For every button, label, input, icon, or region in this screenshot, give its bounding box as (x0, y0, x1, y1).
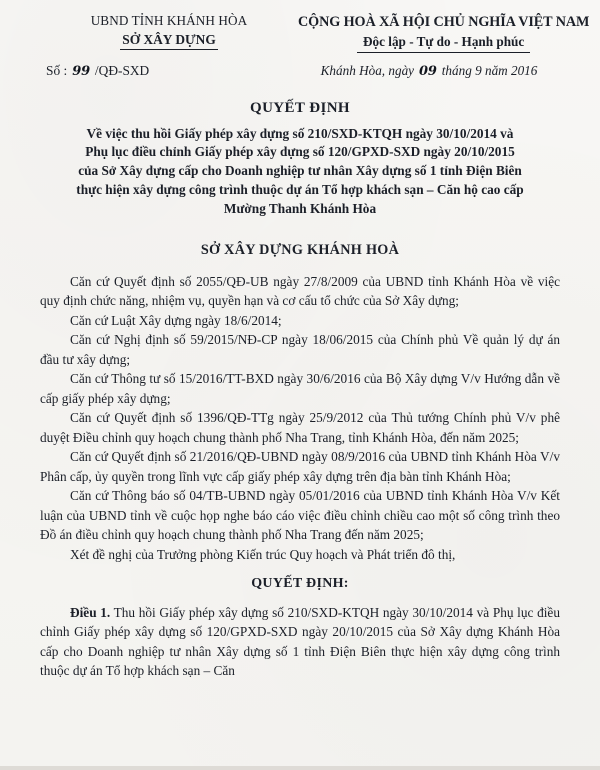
document-subject-line-1: Về việc thu hồi Giấy phép xây dựng số 210/SXD-KTQH ngày 30/10/2014 và (86, 125, 514, 141)
preamble-paragraph: Căn cứ Luật Xây dựng ngày 18/6/2014; (70, 312, 282, 328)
document-subject-line-2: Phụ lục điều chỉnh Giấy phép xây dựng số 120/GPXD-SXD ngày 20/10/2015 (85, 144, 515, 160)
preamble-paragraph: Căn cứ Quyết định số 21/2016/QĐ-UBND ngày 08/9/2016 của UBND tỉnh Khánh Hòa V/v Phân cấp, ủy quyền trong lĩnh vực cấp giấy phép xây dựng trên địa bàn tỉnh Khánh Hòa; (40, 449, 560, 484)
national-title: CỘNG HOÀ XÃ HỘI CHỦ NGHĨA VIỆT NAM (298, 14, 590, 30)
national-motto: Độc lập - Tự do - Hạnh phúc (357, 33, 530, 52)
department-label: SỞ XÂY DỰNG (120, 31, 218, 50)
article-1-section (40, 603, 560, 681)
article-1-label: Điều 1. (70, 605, 111, 621)
document-subject-line-3: của Sở Xây dựng cấp cho Doanh nghiệp tư nhân Xây dựng số 1 tỉnh Điện Biên (78, 163, 522, 179)
document-number (40, 63, 298, 79)
issuing-authority-block (40, 13, 298, 50)
document-subject-line-5: Mường Thanh Khánh Hòa (223, 201, 377, 217)
preamble-section (40, 272, 560, 564)
document-subject-line-4: thực hiện xây dựng công trình thuộc dự án Tổ hợp khách sạn – Căn hộ cao cấp (76, 182, 524, 198)
preamble-paragraph: Căn cứ Thông tư số 15/2016/TT-BXD ngày 30/6/2016 của Bộ Xây dựng V/v Hướng dẫn về cấp giấy phép xây dựng; (40, 371, 560, 406)
document-number-value: 99 (72, 63, 90, 79)
national-heading-block (298, 13, 589, 53)
preamble-paragraph: Căn cứ Quyết định số 2055/QĐ-UB ngày 27/8/2009 của UBND tỉnh Khánh Hòa về việc quy định chức năng, nhiệm vụ, quyền hạn và cơ cấu tổ chức của Sở Xây dựng; (40, 273, 560, 309)
preamble-paragraph: Căn cứ Quyết định số 1396/QĐ-TTg ngày 25/9/2012 của Thủ tướng Chính phủ V/v phê duyệt Điều chỉnh quy hoạch chung thành phố Nha Trang, tỉnh Khánh Hòa, đến năm 2025; (40, 410, 560, 445)
issue-date-suffix: tháng 9 năm 2016 (441, 62, 538, 78)
document-type-heading: QUYẾT ĐỊNH (250, 99, 350, 116)
document-number-and-date-row (40, 63, 560, 79)
decision-heading: QUYẾT ĐỊNH: (251, 576, 349, 592)
document-subject (40, 125, 560, 219)
preamble-paragraph: Căn cứ Nghị định số 59/2015/NĐ-CP ngày 18/06/2015 của Chính phủ Về quản lý dự án đầu tư xây dựng; (40, 332, 560, 367)
document-number-label: Số : (46, 62, 68, 78)
issue-date (298, 63, 560, 79)
article-1-text: Thu hồi Giấy phép xây dựng số 210/SXD-KTQH ngày 30/10/2014 và Phụ lục điều chỉnh Giấy phép xây dựng số 120/GPXD-SXD ngày 20/10/2015 của Sở Xây dựng Khánh Hòa cấp cho Doanh nghiệp tư nhân Xây dựng số 1 tỉnh Điện Biên thực hiện xây dựng công trình thuộc dự án Tổ hợp khách sạn – Căn (40, 605, 560, 679)
document-header (40, 0, 590, 53)
article-1-paragraph (40, 603, 560, 681)
preamble-paragraph: Căn cứ Thông báo số 04/TB-UBND ngày 05/01/2016 của UBND tỉnh Khánh Hòa V/v Kết luận của UBND tỉnh về cuộc họp nghe báo cáo việc điều chỉnh chiều cao một số công trình theo Đồ án điều chỉnh quy hoạch chung thành phố Nha Trang đến năm 2025; (40, 488, 560, 543)
issuing-body-heading: SỞ XÂY DỰNG KHÁNH HOÀ (200, 241, 400, 258)
issue-day-value: 09 (419, 63, 437, 79)
page-bottom-clip-edge (0, 766, 600, 770)
preamble-paragraph: Xét đề nghị của Trưởng phòng Kiến trúc Quy hoạch và Phát triển đô thị, (70, 546, 456, 562)
document-number-suffix: /QĐ-SXD (94, 62, 150, 78)
issue-place-prefix: Khánh Hòa, ngày (320, 62, 415, 78)
provincial-authority-label: UBND TỈNH KHÁNH HÒA (90, 13, 248, 28)
